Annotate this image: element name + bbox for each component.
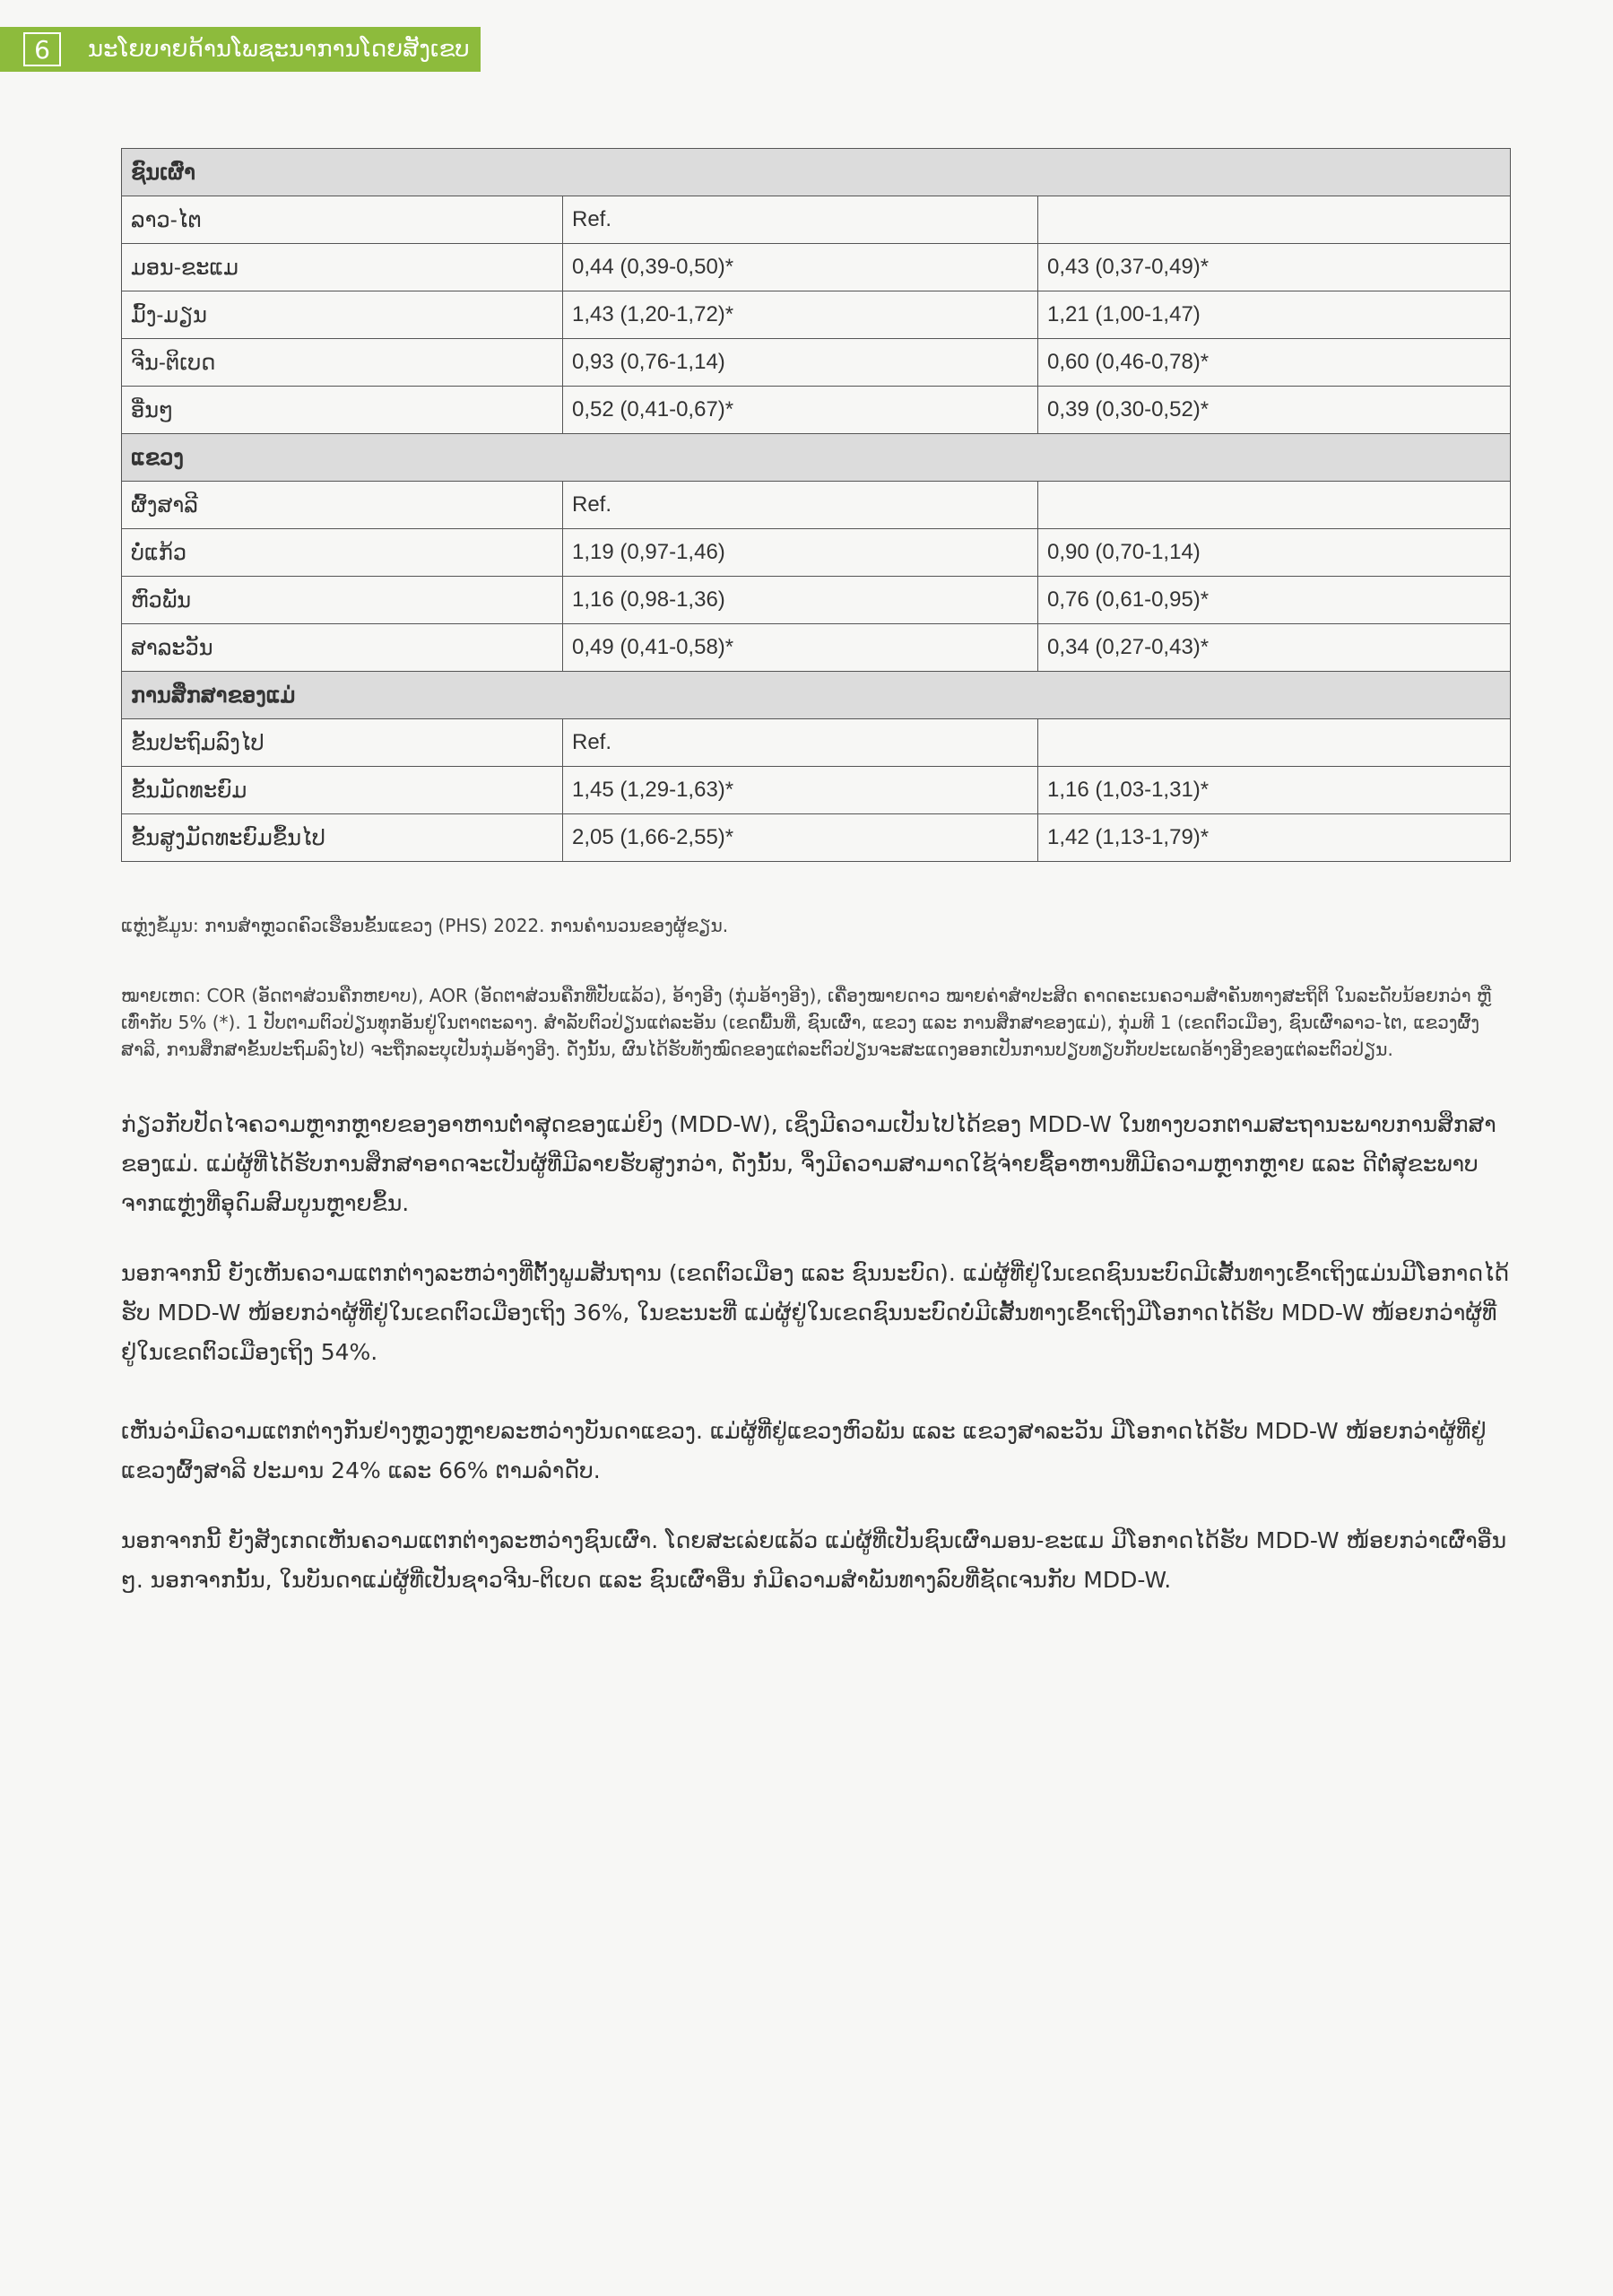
table-row <box>122 529 1511 577</box>
odds-ratio-table <box>121 148 1511 862</box>
cor-value: 1,19 (0,97-1,46) <box>563 529 1038 577</box>
body-paragraph-2: ນອກຈາກນີ້ ຍັງເຫັນຄວາມແຕກຕ່າງລະຫວ່າງທີ່ຕັ້ງພູມສັນຖານ (ເຂດຕົວເມືອງ ແລະ ຊົນນະບົດ). ແມ່ຜູ້ທີ່ຢູ່ໃນເຂດຊົນນະບົດມີເສັ້ນທາງເຂົ້າເຖິງແມ່ນມີໂອກາດໄດ້ຮັບ MDD-W ໜ້ອຍກວ່າຜູ້ທີ່ຢູ່ໃນເຂດຕົວເມືອງເຖິງ 36%, ໃນຂະນະທີ່ ແມ່ຜູ້ຢູ່ໃນເຂດຊົນນະບົດບໍ່ມີເສັ້ນທາງເຂົ້າເຖິງມີໂອກາດໄດ້ຮັບ MDD-W ໜ້ອຍກວ່າຜູ້ທີ່ຢູ່ໃນເຂດຕົວເມືອງເຖິງ 54%. <box>121 1260 1510 1365</box>
table-row <box>122 244 1511 291</box>
table-row <box>122 339 1511 387</box>
table-note: ໝາຍເຫດ: COR (ອັດຕາສ່ວນຄືກຫຍາບ), AOR (ອັດຕາສ່ວນຄືກທີ່ປັບແລ້ວ), ອ້າງອີງ (ກຸ່ມອ້າງອີງ), ເຄື່ອງໝາຍດາວ ໝາຍຄ່າສຳປະສິດ ຄາດຄະເນຄວາມສຳຄັນທາງສະຖິຕິ ໃນລະດັບນ້ອຍກວ່າ ຫຼື ເທົ່າກັບ 5% (*). 1 ປັບຕາມຕົວປ່ຽນທຸກອັນຢູ່ໃນຕາຕະລາງ. ສຳລັບຕົວປ່ຽນແຕ່ລະອັນ (ເຂດພື້ນທີ່, ຊົນເຜົ່າ, ແຂວງ ແລະ ການສຶກສາຂອງແມ່), ກຸ່ມທີ 1 (ເຂດຕົວເມືອງ, ຊົນເຜົ່າລາວ-ໄຕ, ແຂວງຜົ້ງສາລີ, ການສຶກສາຂັ້ນປະຖົມລົງໄປ) ຈະຖືກລະບຸເປັນກຸ່ມອ້າງອີງ. ດັ່ງນັ້ນ, ຜົນໄດ້ຮັບທັງໝົດຂອງແຕ່ລະຕົວປ່ຽນຈະສະແດງອອກເປັນການປຽບທຽບກັບປະເພດອ້າງອີງຂອງແຕ່ລະຕົວປ່ຽນ. <box>121 985 1492 1060</box>
table-row <box>122 814 1511 862</box>
section-title: ການສຶກສາຂອງແມ່ <box>122 672 1511 719</box>
row-label: ຫົວພັນ <box>122 577 563 624</box>
aor-value: 1,16 (1,03-1,31)* <box>1038 767 1511 814</box>
table-row <box>122 577 1511 624</box>
aor-value: 0,90 (0,70-1,14) <box>1038 529 1511 577</box>
table-row <box>122 291 1511 339</box>
table-source: ແຫຼ່ງຂໍ້ມູນ: ການສຳຫຼວດຄົວເຮືອນຂັ້ນແຂວງ (PHS) 2022. ການຄຳນວນຂອງຜູ້ຂຽນ. <box>121 915 729 936</box>
row-label: ມົ້ງ-ມຽນ <box>122 291 563 339</box>
body-paragraph-4: ນອກຈາກນີ້ ຍັງສັງເກດເຫັນຄວາມແຕກຕ່າງລະຫວ່າງຊົນເຜົ່າ. ໂດຍສະເລ່ຍແລ້ວ ແມ່ຜູ້ທີ່ເປັນຊົນເຜົ່າມອນ-ຂະແມ ມີໂອກາດໄດ້ຮັບ MDD-W ໜ້ອຍກວ່າເຜົ່າອື່ນໆ. ນອກຈາກນັ້ນ, ໃນບັນດາແມ່ຜູ້ທີ່ເປັນຊາວຈີນ-ຕິເບດ ແລະ ຊົນເຜົ່າອື່ນ ກໍມີຄວາມສຳພັນທາງລົບທີ່ຊັດເຈນກັບ MDD-W. <box>121 1527 1507 1593</box>
row-label: ຈີນ-ຕິເບດ <box>122 339 563 387</box>
cor-value: 0,44 (0,39-0,50)* <box>563 244 1038 291</box>
aor-value: 0,39 (0,30-0,52)* <box>1038 387 1511 434</box>
header-title: ນະໂຍບາຍດ້ານໂພຊະນາການໂດຍສັງເຂບ <box>88 36 470 63</box>
cor-value: 0,49 (0,41-0,58)* <box>563 624 1038 672</box>
cor-value: 0,52 (0,41-0,67)* <box>563 387 1038 434</box>
cor-value: 2,05 (1,66-2,55)* <box>563 814 1038 862</box>
table-row <box>122 482 1511 529</box>
cor-value: 0,93 (0,76-1,14) <box>563 339 1038 387</box>
aor-value: 0,43 (0,37-0,49)* <box>1038 244 1511 291</box>
aor-value: 1,21 (1,00-1,47) <box>1038 291 1511 339</box>
cor-value: 1,43 (1,20-1,72)* <box>563 291 1038 339</box>
table-section-row <box>122 672 1511 719</box>
section-title: ແຂວງ <box>122 434 1511 482</box>
row-label: ຂັ້ນປະຖົມລົງໄປ <box>122 719 563 767</box>
table-section-row <box>122 434 1511 482</box>
row-label: ອື່ນໆ <box>122 387 563 434</box>
table-section-row <box>122 149 1511 196</box>
table-row <box>122 196 1511 244</box>
cor-value: Ref. <box>563 719 1038 767</box>
aor-value <box>1038 719 1511 767</box>
cor-value: 1,16 (0,98-1,36) <box>563 577 1038 624</box>
aor-value: 0,60 (0,46-0,78)* <box>1038 339 1511 387</box>
cor-value: Ref. <box>563 482 1038 529</box>
row-label: ມອນ-ຂະແມ <box>122 244 563 291</box>
body-paragraph-1: ກ່ຽວກັບປັດໄຈຄວາມຫຼາກຫຼາຍຂອງອາຫານຕ່ຳສຸດຂອງແມ່ຍິງ (MDD-W), ເຊິ່ງມີຄວາມເປັນໄປໄດ້ຂອງ MDD-W ໃນທາງບວກຕາມສະຖານະພາບການສຶກສາຂອງແມ່. ແມ່ຜູ້ທີ່ໄດ້ຮັບການສຶກສາອາດຈະເປັນຜູ້ທີ່ມີລາຍຮັບສູງກວ່າ, ດັ່ງນັ້ນ, ຈຶ່ງມີຄວາມສາມາດໃຊ້ຈ່າຍຊື້ອາຫານທີ່ມີຄວາມຫຼາກຫຼາຍ ແລະ ດີຕໍ່ສຸຂະພາບ ຈາກແຫຼ່ງທີ່ອຸດົມສົມບູນຫຼາຍຂຶ້ນ. <box>121 1111 1496 1216</box>
aor-value: 0,76 (0,61-0,95)* <box>1038 577 1511 624</box>
row-label: ບໍ່ແກ້ວ <box>122 529 563 577</box>
aor-value <box>1038 196 1511 244</box>
row-label: ລາວ-ໄຕ <box>122 196 563 244</box>
row-label: ຜົ້ງສາລີ <box>122 482 563 529</box>
section-title: ຊົນເຜົ່າ <box>122 149 1511 196</box>
table-row <box>122 624 1511 672</box>
table-row <box>122 719 1511 767</box>
aor-value <box>1038 482 1511 529</box>
row-label: ຂັ້ນມັດທະຍົມ <box>122 767 563 814</box>
row-label: ຂັ້ນສູງມັດທະຍົມຂຶ້ນໄປ <box>122 814 563 862</box>
table-body <box>122 149 1511 862</box>
table-row <box>122 387 1511 434</box>
body-paragraph-3: ເຫັນວ່າມີຄວາມແຕກຕ່າງກັນຢ່າງຫຼວງຫຼາຍລະຫວ່າງບັນດາແຂວງ. ແມ່ຜູ້ທີ່ຢູ່ແຂວງຫົວພັນ ແລະ ແຂວງສາລະວັນ ມີໂອກາດໄດ້ຮັບ MDD-W ໜ້ອຍກວ່າຜູ້ທີ່ຢູ່ແຂວງຜົ້ງສາລີ ປະມານ 24% ແລະ 66% ຕາມລຳດັບ. <box>121 1418 1487 1483</box>
page-header <box>0 27 481 72</box>
row-label: ສາລະວັນ <box>122 624 563 672</box>
cor-value: 1,45 (1,29-1,63)* <box>563 767 1038 814</box>
page-number: 6 <box>23 32 61 66</box>
cor-value: Ref. <box>563 196 1038 244</box>
aor-value: 0,34 (0,27-0,43)* <box>1038 624 1511 672</box>
aor-value: 1,42 (1,13-1,79)* <box>1038 814 1511 862</box>
table-row <box>122 767 1511 814</box>
